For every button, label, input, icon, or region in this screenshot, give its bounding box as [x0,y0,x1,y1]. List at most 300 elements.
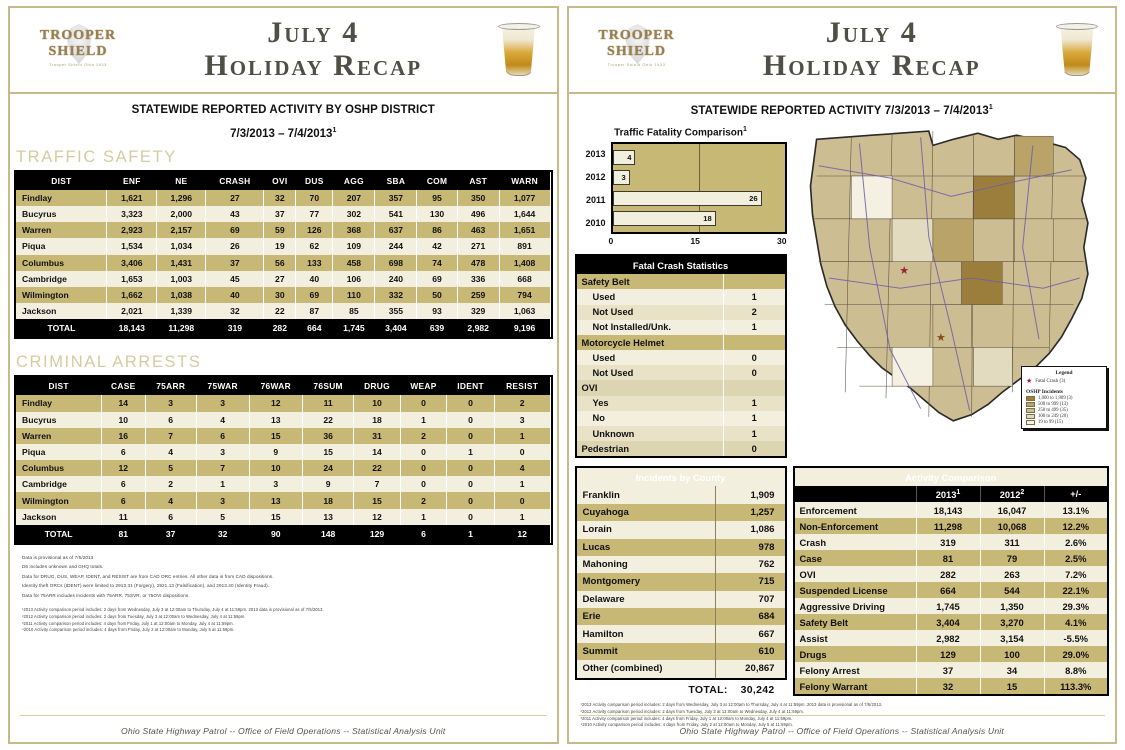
beer-glass-icon [1053,22,1101,78]
footnote-small: ³2011 Activity comparison period includes: 4 days from Friday, July 1 at 12:00am to Monday, July 4 at 11:59pm. [22,620,234,626]
title-line-1: July 4 [825,16,918,49]
column-header [794,486,917,503]
traffic-safety-heading: TRAFFIC SAFETY [16,147,177,166]
table-cell: 541 [375,206,417,222]
table-cell: 10 [101,412,145,428]
table-row [576,573,786,590]
column-header: DRUG [354,377,400,395]
table-cell: 637 [375,222,417,238]
table-cell: 0 [447,492,494,508]
table-row [16,271,550,287]
right-header [569,8,1116,94]
table-cell: 130 [417,206,457,222]
table-cell: 13 [302,509,354,525]
table-cell: 1,077 [499,190,550,206]
table-cell: 302 [333,206,375,222]
table-cell: 10 [249,460,302,476]
criminal-arrests-heading: CRIMINAL ARRESTS [16,353,202,372]
table-row [576,539,786,556]
activity-value: -5.5% [1044,630,1108,646]
county-incidents: 1,086 [716,521,786,538]
table-cell: 794 [499,287,550,303]
activity-value: 16,047 [980,502,1044,518]
table-cell: 10 [354,395,400,411]
column-header: +/- [1044,486,1108,503]
fatal-crash-value: 1 [724,396,786,411]
table-total-cell: 12 [494,525,550,543]
table-cell: 69 [206,222,264,238]
table-cell: 1,431 [157,255,206,271]
county-name: Erie [576,608,716,625]
legend-swatch [1026,414,1035,419]
table-row [794,550,1109,566]
table-cell: 1,296 [157,190,206,206]
activity-value: 2.5% [1044,550,1108,566]
activity-value: 3,270 [980,614,1044,630]
table-cell: Cambridge [16,271,107,287]
table-cell: 350 [457,190,499,206]
chart-bar: 18 [613,211,716,226]
footnote-small: ⁴2010 Activity comparison period includes: 4 days from Friday, July 2 at 12:00am to Monday, July 5 at 11:59pm. [22,627,235,633]
table-total-cell: 3,404 [375,319,417,337]
legend-incidents-title: OSHP Incidents [1026,388,1063,395]
chart-xtick-1: 15 [690,236,700,247]
footnote: Data for 75ARR includes incidents with 75ARR, 75SVR, or 75OVI dispositions. [22,592,190,598]
county-name: Montgomery [576,573,716,590]
footnote-small: ²2012 Activity comparison period includes: 2 days from Tuesday, July 3 at 12:00am to Wednesday, July 4 at 11:59pm. [22,613,246,619]
table-cell: 11 [101,509,145,525]
table-cell: Wilmington [16,287,107,303]
table-cell: 74 [417,255,457,271]
table-cell: 1,621 [107,190,157,206]
table-total-cell: 282 [264,319,296,337]
fatal-crash-value: 1 [724,320,786,335]
footnote: Data is provisional as of 7/5/2013. [22,554,95,560]
column-header: 2012$^2$ [980,486,1044,503]
activity-value: 282 [916,566,980,582]
table-cell: 0 [400,444,447,460]
county-total-line [575,680,787,696]
footnote-small: ¹2013 Activity comparison period includes: 2 days from Wednesday, July 3 at 12:00am to Thursday, July 4 at 11:59pm. 2013 data is provisional as of 7/5/2013. [580,702,883,708]
legend-swatch [1026,408,1035,413]
chart-bar-row [613,149,785,165]
left-subtitle-2 [16,127,551,140]
trooper-shield-logo [24,22,132,78]
table-cell: 6 [145,509,196,525]
table-cell: Jackson [16,509,101,525]
table-total-cell: 37 [145,525,196,543]
table-row [794,582,1109,598]
table-cell: Findlay [16,395,101,411]
fatal-crash-star-icon: ★ [935,332,946,345]
table-cell: 11 [302,395,354,411]
column-header: AST [457,172,499,190]
table-cell: 3,323 [107,206,157,222]
table-row [576,486,786,503]
table-row [576,396,786,411]
legend-row [1026,408,1102,413]
table-title-row [576,255,786,274]
right-subtitle [575,104,1110,117]
table-cell: 37 [264,206,296,222]
table-cell: 110 [333,287,375,303]
activity-value: 113.3% [1044,678,1108,695]
table-cell: 698 [375,255,417,271]
column-header: COM [417,172,457,190]
table-cell: 478 [457,255,499,271]
activity-value: 22.1% [1044,582,1108,598]
table-cell: 3 [494,412,550,428]
legend-row [1026,402,1102,407]
table-total-cell: TOTAL [16,525,101,543]
table-total-cell: 148 [302,525,354,543]
activity-value: 1,350 [980,598,1044,614]
activity-value: 3,154 [980,630,1044,646]
footnote-small: ⁴2010 Activity comparison period includes: 4 days from Friday, July 2 at 12:00am to Monday, July 5 at 11:59pm. [580,722,794,728]
left-footnotes [10,545,557,634]
table-cell: 1 [494,428,550,444]
activity-value: 13.1% [1044,502,1108,518]
table-total-cell: 664 [296,319,333,337]
footnote: Data for DRUG, DUS, WEAP, IDENT, and RESIST are from CAD ORC entries. All other data is from CAD dispositions. [22,573,274,579]
footer-divider [20,715,547,716]
activity-value: 15 [980,678,1044,695]
fatal-crash-value: 0 [724,365,786,380]
table-cell: 1,038 [157,287,206,303]
column-header: IDENT [447,377,494,395]
table-cell: 12 [101,460,145,476]
column-header: CRASH [206,172,264,190]
table-row [576,660,786,678]
table-cell: 5 [196,509,249,525]
ohio-county-map [793,125,1110,431]
activity-value: 319 [916,534,980,550]
table-cell: 42 [417,238,457,254]
table-cell: 69 [296,287,333,303]
traffic-fatality-chart [575,142,787,234]
table-header-row [794,486,1109,503]
table-cell: 1,653 [107,271,157,287]
table-row [16,287,550,303]
chart-category-label: 2010 [585,217,606,228]
chart-xtick-0: 0 [608,236,614,247]
chart-bar-row [613,170,785,186]
table-cell: 3,406 [107,255,157,271]
activity-label: Drugs [794,646,917,662]
table-cell: 1 [447,444,494,460]
county-incidents: 1,909 [716,486,786,503]
table-row [16,255,550,271]
right-top-grid [569,119,1116,459]
traffic-safety-table-wrap [14,170,553,340]
table-cell: 3 [196,395,249,411]
table-row [576,521,786,538]
table-cell: 106 [333,271,375,287]
fatal-crash-value: 1 [724,426,786,441]
table-cell: 1,408 [499,255,550,271]
table-row [794,566,1109,582]
column-header: 2013$^1$ [916,486,980,503]
county-incidents: 667 [716,625,786,642]
table-cell: 9 [249,444,302,460]
table-total-row [16,319,550,337]
county-name: Mahoning [576,556,716,573]
table-cell: 463 [457,222,499,238]
fatal-crash-value: 1 [724,289,786,304]
county-incidents: 707 [716,591,786,608]
legend-label: 250 to 499 (35) [1038,407,1068,413]
table-cell: Piqua [16,444,101,460]
table-cell: 85 [333,303,375,319]
column-header: DIST [16,172,107,190]
table-cell: 2 [400,492,447,508]
table-cell: 2,000 [157,206,206,222]
county-incidents: 762 [716,556,786,573]
table-cell: 1 [400,412,447,428]
left-subtitle-1: STATEWIDE REPORTED ACTIVITY BY OSHP DISTRICT [131,104,435,116]
activity-value: 29.3% [1044,598,1108,614]
table-cell: 1,534 [107,238,157,254]
table-cell: 27 [206,190,264,206]
table-cell: 93 [417,303,457,319]
column-header: WEAP [400,377,447,395]
county-incidents: 684 [716,608,786,625]
table-cell: 1,034 [157,238,206,254]
table-cell: 30 [264,287,296,303]
table-cell: 19 [264,238,296,254]
column-header: 75WAR [196,377,249,395]
right-subheader [569,94,1116,119]
county-incidents: 715 [716,573,786,590]
table-cell: 2 [494,395,550,411]
fatal-crash-label: Not Used [576,365,724,380]
fatal-crash-value [724,274,786,289]
table-cell: 2 [145,476,196,492]
table-cell: 0 [494,492,550,508]
county-column [575,466,787,695]
legend-row [1026,414,1102,419]
fatal-crash-label: Used [576,350,724,365]
chart-category-label: 2013 [585,148,606,159]
table-cell: 355 [375,303,417,319]
table-cell: 336 [457,271,499,287]
table-total-cell: TOTAL [16,319,107,337]
table-row [576,320,786,335]
table-cell: 69 [417,271,457,287]
fatal-crash-label: OVI [576,380,724,395]
activity-value: 2.6% [1044,534,1108,550]
table-cell: 59 [264,222,296,238]
chart-category-label: 2012 [585,171,606,182]
table-row [576,274,786,289]
chart-xtick-2: 30 [776,236,787,247]
table-cell: 244 [375,238,417,254]
table-cell: 0 [447,476,494,492]
county-name: Summit [576,643,716,660]
table-cell: 14 [354,444,400,460]
table-cell: 31 [354,428,400,444]
left-header [10,8,557,94]
fatality-chart-title [575,123,787,142]
table-title-row [794,467,1109,485]
table-total-cell: 9,196 [499,319,550,337]
incidents-by-county-table [575,466,787,679]
trooper-shield-logo [583,22,691,78]
right-subtitle-text: STATEWIDE REPORTED ACTIVITY 7/3/2013 – 7/4/2013 [690,104,989,117]
table-row [576,608,786,625]
column-header: DUS [296,172,333,190]
activity-label: Felony Arrest [794,662,917,678]
table-row [576,591,786,608]
table-row [16,428,550,444]
table-cell: 7 [196,460,249,476]
table-cell: 14 [101,395,145,411]
logo-line1: TROOPER [598,28,675,43]
table-row [16,444,550,460]
table-cell: 7 [354,476,400,492]
table-row [16,492,550,508]
table-total-cell: 1,745 [333,319,375,337]
table-cell: 6 [145,412,196,428]
county-total-value: 30,242 [740,683,775,696]
table-cell: 207 [333,190,375,206]
table-cell: 87 [296,303,333,319]
county-table-title: Incidents by County [576,467,786,486]
table-cell: 70 [296,190,333,206]
table-row [576,426,786,441]
table-row [576,335,786,350]
table-cell: 332 [375,287,417,303]
table-row [16,190,550,206]
table-cell: 16 [101,428,145,444]
table-cell: Columbus [16,255,107,271]
activity-value: 1,745 [916,598,980,614]
legend-swatch [1026,396,1035,401]
table-cell: 4 [145,492,196,508]
table-cell: 15 [354,492,400,508]
chart-title-text: Traffic Fatality Comparison [614,127,743,139]
county-incidents: 610 [716,643,786,660]
table-cell: 4 [494,460,550,476]
right-bottom-grid [569,458,1116,696]
table-cell: 43 [206,206,264,222]
table-total-cell: 319 [206,319,264,337]
table-cell: 0 [400,476,447,492]
table-cell: 6 [101,476,145,492]
map-legend [1021,366,1107,429]
table-row [16,222,550,238]
table-row [576,504,786,521]
column-header: OVI [264,172,296,190]
column-header: WARN [499,172,550,190]
right-left-column [575,123,787,459]
table-cell: Bucyrus [16,206,107,222]
table-cell: 3 [196,492,249,508]
activity-value: 34 [980,662,1044,678]
table-cell: 13 [249,492,302,508]
table-header-row [16,377,550,395]
county-name: Lucas [576,539,716,556]
activity-label: Enforcement [794,502,917,518]
table-cell: 77 [296,206,333,222]
table-cell: 891 [499,238,550,254]
table-cell: Cambridge [16,476,101,492]
county-name: Other (combined) [576,660,716,678]
table-row [794,518,1109,534]
column-header: SBA [375,172,417,190]
table-row [16,238,550,254]
table-row [16,206,550,222]
right-subtitle-sup: 1 [988,104,993,111]
beer-glass-icon [495,22,543,78]
right-footer: Ohio State Highway Patrol -- Office of Field Operations -- Statistical Analysis Unit [679,726,1005,736]
activity-label: Suspended License [794,582,917,598]
activity-value: 8.8% [1044,662,1108,678]
left-subheader [10,94,557,142]
activity-value: 29.0% [1044,646,1108,662]
legend-row [1026,420,1102,425]
activity-value: 100 [980,646,1044,662]
table-cell: 2,021 [107,303,157,319]
table-cell: 13 [249,412,302,428]
table-row [794,646,1109,662]
table-cell: 2,923 [107,222,157,238]
table-cell: 126 [296,222,333,238]
table-cell: 12 [249,395,302,411]
table-cell: 6 [196,428,249,444]
table-cell: 1 [196,476,249,492]
activity-value: 81 [916,550,980,566]
star-icon: ★ [1026,376,1033,385]
fatal-crash-label: Safety Belt [576,274,724,289]
table-row [576,441,786,457]
county-total-label: TOTAL: [688,683,728,696]
criminal-arrests-table-wrap [14,375,553,545]
table-row [16,509,550,525]
left-subtitle-2-text: 7/3/2013 – 7/4/2013 [230,127,333,140]
table-total-cell: 129 [354,525,400,543]
table-cell: Bucyrus [16,412,101,428]
table-cell: 32 [264,190,296,206]
table-cell: 12 [354,509,400,525]
table-cell: 3 [196,444,249,460]
table-cell: 18 [302,492,354,508]
table-cell: Warren [16,222,107,238]
table-total-cell: 1 [447,525,494,543]
county-incidents: 1,257 [716,504,786,521]
table-cell: 1 [400,509,447,525]
footnote-small: ³2011 Activity comparison period includes: 4 days from Friday, July 1 at 12:00am to Monday, July 4 at 11:59pm. [580,715,793,721]
activity-value: 129 [916,646,980,662]
activity-column [793,466,1110,696]
footnote-small: ¹2013 Activity comparison period includes: 2 days from Wednesday, July 3 at 12:00am to Thursday, July 4 at 11:59pm. 2013 data is provisional as of 7/5/2013. [22,607,324,613]
table-cell: 95 [417,190,457,206]
activity-label: Case [794,550,917,566]
table-row [794,678,1109,695]
table-cell: 15 [249,509,302,525]
chart-title-sup: 1 [743,125,747,133]
table-cell: Findlay [16,190,107,206]
table-row [576,625,786,642]
county-name: Delaware [576,591,716,608]
table-cell: 4 [145,444,196,460]
table-cell: 240 [375,271,417,287]
table-row [576,380,786,395]
table-cell: 1,339 [157,303,206,319]
table-cell: 0 [494,444,550,460]
chart-bar: 4 [613,150,636,165]
table-cell: Wilmington [16,492,101,508]
